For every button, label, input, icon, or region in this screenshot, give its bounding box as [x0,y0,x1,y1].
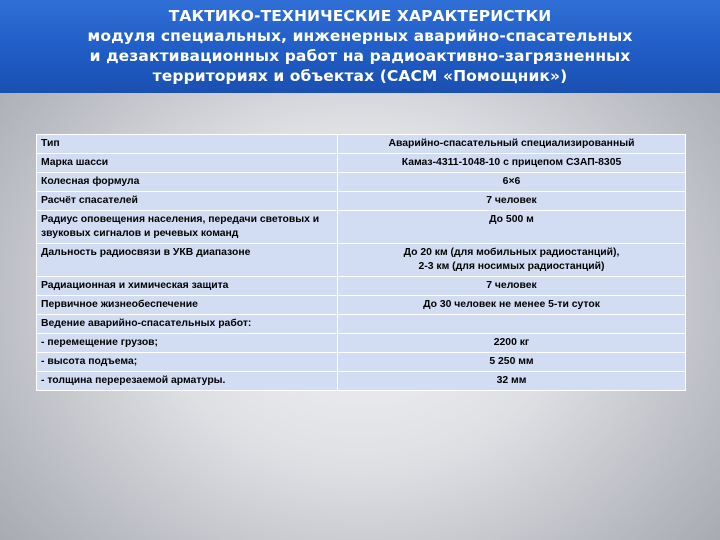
table-row [37,211,686,244]
table-row [37,334,686,353]
param-cell: Расчёт спасателей [37,192,338,211]
param-cell: - толщина перерезаемой арматуры. [37,372,338,391]
param-cell: Марка шасси [37,154,338,173]
value-cell: До 500 м [338,211,686,244]
param-cell: - высота подъема; [37,353,338,372]
table-row [37,192,686,211]
value-cell: 7 человек [338,277,686,296]
param-cell: Первичное жизнеобеспечение [37,296,338,315]
value-line: До 20 км (для мобильных радиостанций), [403,247,620,258]
param-cell: Ведение аварийно-спасательных работ: [37,315,338,334]
title-line: территориях и объектах (САСМ «Помощник») [152,67,568,85]
table-row [37,277,686,296]
value-cell: 5 250 мм [338,353,686,372]
value-cell: Камаз-4311-1048-10 с прицепом СЗАП-8305 [338,154,686,173]
value-cell: До 30 человек не менее 5-ти суток [338,296,686,315]
value-line: 2-3 км (для носимых радиостанций) [418,261,605,272]
table-row [37,353,686,372]
specifications-table [36,134,686,391]
title-line: ТАКТИКО-ТЕХНИЧЕСКИЕ ХАРАКТЕРИСТКИ [168,7,552,25]
param-cell: Радиационная и химическая защита [37,277,338,296]
table-row [37,372,686,391]
title-banner [0,0,720,93]
table-row [37,135,686,154]
value-cell: 7 человек [338,192,686,211]
value-cell: 32 мм [338,372,686,391]
title-line: модуля специальных, инженерных аварийно-спасательных [87,27,633,45]
param-cell: Дальность радиосвязи в УКВ диапазоне [37,244,338,277]
slide-title [20,6,700,86]
table-row [37,315,686,334]
param-cell: Тип [37,135,338,154]
table-row [37,173,686,192]
value-cell [338,244,686,277]
title-line: и дезактивационных работ на радиоактивно-загрязненных [89,47,631,65]
value-cell: Аварийно-спасательный специализированный [338,135,686,154]
value-cell [338,315,686,334]
param-cell: - перемещение грузов; [37,334,338,353]
param-cell: Колесная формула [37,173,338,192]
table-row [37,296,686,315]
table-row [37,244,686,277]
table-row [37,154,686,173]
param-cell: Радиус оповещения населения, передачи световых и звуковых сигналов и речевых команд [37,211,338,244]
value-cell: 6×6 [338,173,686,192]
value-cell: 2200 кг [338,334,686,353]
